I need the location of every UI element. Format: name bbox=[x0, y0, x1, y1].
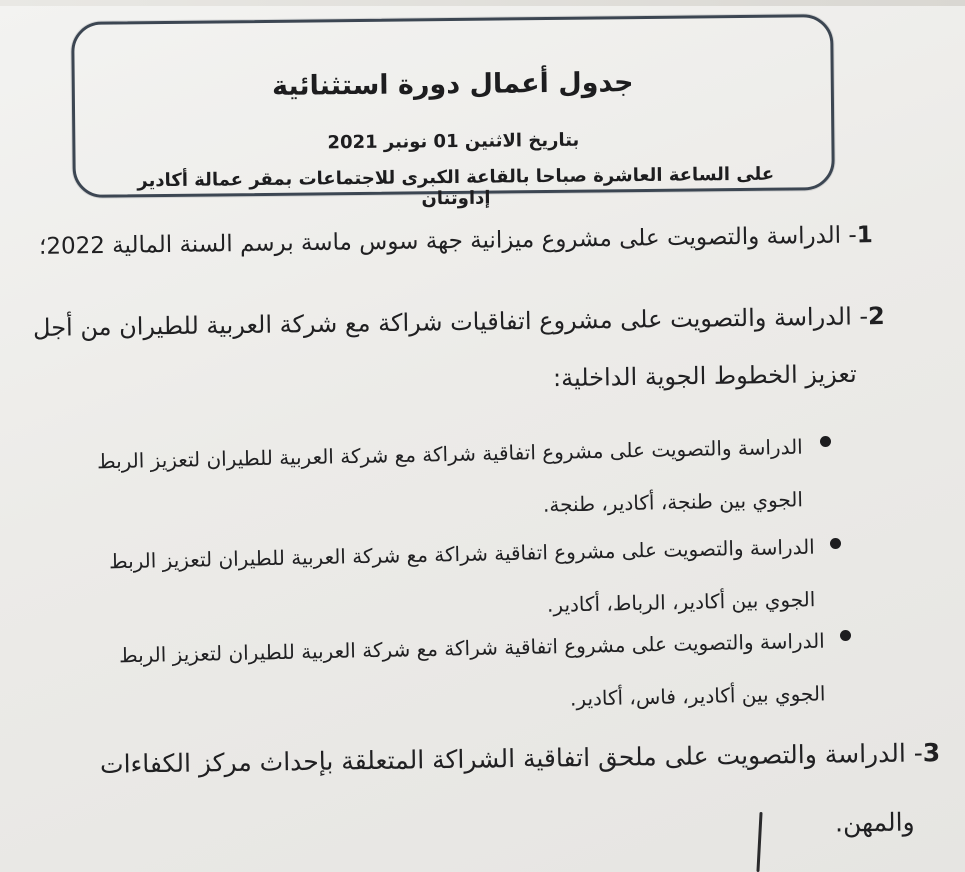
item-text: - الدراسة والتصويت على مشروع اتفاقيات شراكة مع شركة العربية للطيران من أجل bbox=[33, 302, 869, 342]
sub-item-3-continued: الجوي بين أكادير، فاس، أكادير. bbox=[569, 681, 826, 711]
sub-item-2: الدراسة والتصويت على مشروع اتفاقية شراكة مع شركة العربية للطيران لتعزيز الربط bbox=[109, 534, 816, 574]
session-date: بتاريخ الاثنين 01 نونبر 2021 bbox=[327, 129, 580, 154]
bullet-dot bbox=[840, 630, 851, 641]
item-number: 3 bbox=[922, 738, 941, 768]
sub-item-2-continued: الجوي بين أكادير، الرباط، أكادير. bbox=[546, 587, 816, 617]
agenda-item-3-continued: والمهن. bbox=[835, 807, 916, 838]
item-text: - الدراسة والتصويت على ملحق اتفاقية الشراكة المتعلقة بإحداث مركز الكفاءات bbox=[99, 738, 923, 779]
item-number: 2 bbox=[868, 302, 886, 331]
sub-item-3: الدراسة والتصويت على مشروع اتفاقية شراكة مع شركة العربية للطيران لتعزيز الربط bbox=[119, 628, 826, 668]
paper-edge bbox=[0, 0, 965, 6]
agenda-title: جدول أعمال دورة استثنائية bbox=[271, 67, 634, 102]
agenda-item-2 bbox=[33, 302, 885, 342]
agenda-header-box bbox=[71, 14, 835, 210]
sub-item-1: الدراسة والتصويت على مشروع اتفاقية شراكة مع شركة العربية للطيران لتعزيز الربط bbox=[97, 434, 804, 474]
agenda-item-3 bbox=[100, 738, 941, 779]
item-text: - الدراسة والتصويت على مشروع ميزانية جهة سوس ماسة برسم السنة المالية 2022؛ bbox=[39, 222, 858, 260]
item-number: 1 bbox=[856, 222, 874, 249]
agenda-item-2-continued: تعزيز الخطوط الجوية الداخلية: bbox=[553, 359, 858, 393]
agenda-item-1 bbox=[39, 222, 873, 260]
sub-item-1-continued: الجوي بين طنجة، أكادير، طنجة. bbox=[542, 487, 804, 517]
pen-mark bbox=[756, 812, 762, 872]
bullet-dot bbox=[820, 436, 831, 447]
bullet-dot bbox=[830, 538, 841, 549]
session-location: على الساعة العاشرة صباحا بالقاعة الكبرى للاجتماعات بمقر عمالة أكادير إداوتنان bbox=[137, 163, 775, 210]
